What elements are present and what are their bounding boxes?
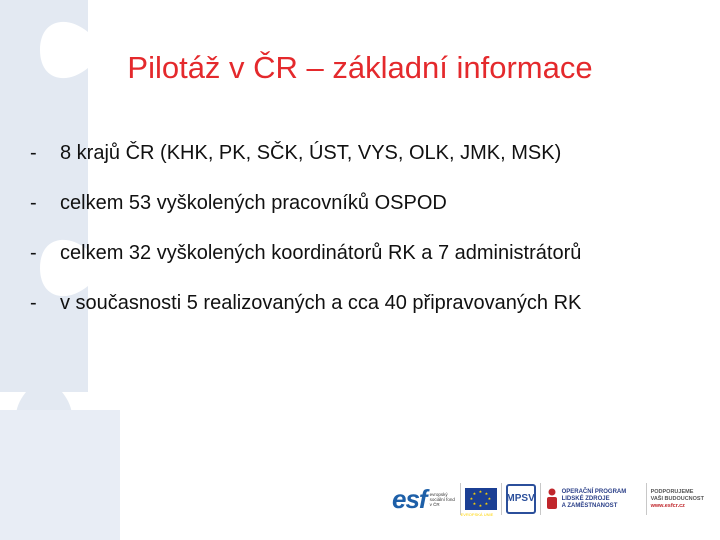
bullet-text: celkem 32 vyškolených koordinátorů RK a 7 administrátorů [60, 242, 582, 264]
mpsv-mark: MPSV [506, 484, 536, 514]
support-line: VAŠI BUDOUCNOST [650, 495, 704, 502]
op-line: A ZAMĚSTNANOST [561, 502, 618, 509]
bullet-item [30, 140, 690, 166]
support-logo [651, 482, 709, 516]
slide-title: Pilotáž v ČR – základní informace [127, 50, 593, 85]
op-line: LIDSKÉ ZDROJE [561, 495, 610, 502]
eu-caption: EVROPSKÁ UNIE [460, 512, 494, 517]
bullet-marker: - [30, 242, 37, 264]
bullet-list [30, 140, 690, 340]
logo-divider [540, 483, 541, 515]
esf-logo [392, 482, 456, 516]
bullet-marker: - [30, 142, 37, 164]
mpsv-logo [506, 482, 536, 516]
support-text [651, 489, 709, 510]
bullet-item [30, 190, 690, 216]
op-line: OPERAČNÍ PROGRAM [561, 488, 627, 495]
logo-divider [501, 483, 502, 515]
support-url: www.esfcr.cz [650, 502, 685, 509]
bullet-item [30, 290, 690, 316]
eu-logo [460, 482, 497, 517]
bullet-text: v současnosti 5 realizovaných a cca 40 připravovaných RK [60, 292, 582, 314]
support-line: PODPORUJEME [650, 488, 694, 495]
esf-caption: evropský sociální fond v ČR [429, 491, 455, 507]
op-logo [545, 482, 642, 516]
bullet-text: 8 krajů ČR (KHK, PK, SČK, ÚST, VYS, OLK, JMK, MSK) [60, 142, 562, 164]
bullet-marker: - [30, 192, 37, 214]
bullet-item [30, 240, 690, 266]
logo-divider [460, 483, 461, 515]
logo-divider [646, 483, 647, 515]
bullet-marker: - [30, 292, 37, 314]
op-text [562, 489, 642, 510]
eu-flag-icon: ★ ★ ★ ★ ★ ★ ★ ★ EVROPSKÁ UNIE [465, 488, 497, 510]
bullet-text: celkem 53 vyškolených pracovníků OSPOD [60, 192, 447, 214]
op-figure-icon [545, 488, 559, 510]
esf-mark: esf [392, 483, 427, 514]
footer-logos [392, 482, 709, 516]
